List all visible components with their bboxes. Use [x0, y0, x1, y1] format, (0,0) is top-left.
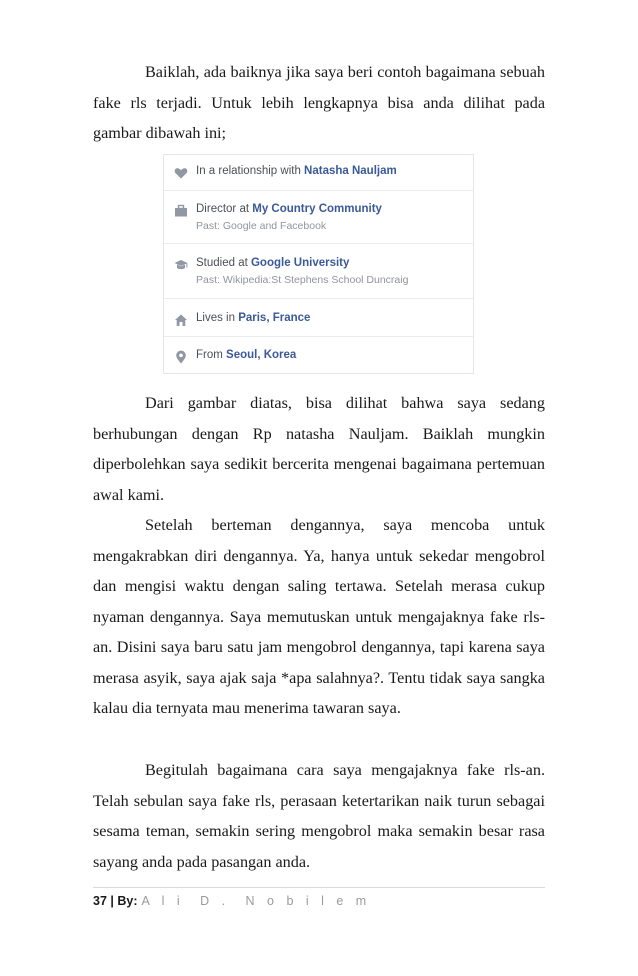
card-divider: [164, 190, 473, 191]
card-divider: [164, 298, 473, 299]
footer-divider: [93, 887, 545, 888]
from-prefix: From: [196, 349, 227, 361]
heart-icon: [174, 166, 188, 180]
paragraph-4: Begitulah bagaimana cara saya mengajaknya fake rls-an. Telah sebulan saya fake rls, perasaan ketertarikan naik turun sebagai sesama teman, semakin sering mengobrol maka semakin besar rasa sayang anda pada pasangan anda.: [93, 761, 545, 871]
card-divider: [164, 243, 473, 244]
lives-prefix: Lives in: [196, 312, 239, 324]
relationship-text: [196, 165, 397, 177]
work-prefix: Director at: [196, 203, 253, 215]
location-pin-icon: [174, 350, 188, 364]
page-footer: [93, 894, 371, 908]
lives-city-link[interactable]: Paris, France: [238, 312, 311, 324]
relationship-partner-link[interactable]: Natasha Nauljam: [304, 165, 397, 177]
education-past-text: Past: Wikipedia:St Stephens School Duncraig: [196, 274, 409, 286]
education-prefix: Studied at: [196, 257, 251, 269]
paragraph-2: Dari gambar diatas, bisa dilihat bahwa saya sedang berhubungan dengan Rp natasha Nauljam. Baiklah mungkin diperbolehkan saya sedikit bercerita mengenai bagaimana pertemuan awal kami.: [93, 394, 545, 504]
work-past-text: Past: Google and Facebook: [196, 220, 327, 232]
footer-author: A l i D . N o b i l e m: [141, 894, 371, 908]
home-icon: [174, 313, 188, 327]
page-number: 37: [93, 894, 107, 908]
work-text: [196, 203, 382, 215]
briefcase-icon: [174, 204, 188, 218]
paragraph-intro: Baiklah, ada baiknya jika saya beri contoh bagaimana sebuah fake rls terjadi. Untuk lebih lengkapnya bisa anda dilihat pada gambar dibawah ini;: [93, 63, 545, 142]
paragraph-3: Setelah berteman dengannya, saya mencoba untuk mengakrabkan diri dengannya. Ya, hanya untuk sekedar mengobrol dan mengisi waktu dengan saling tertawa. Setelah merasa cukup nyaman dengannya. Saya memutuskan untuk mengajaknya fake rls-an. Disini saya baru satu jam mengobrol dengannya, tapi karena saya merasa asyik, saya ajak saja *apa salahnya?. Tentu tidak saya sangka kalau dia ternyata mau menerima tawaran saya.: [93, 516, 545, 717]
card-divider: [164, 336, 473, 337]
graduation-cap-icon: [174, 258, 188, 272]
footer-separator: |: [106, 894, 118, 908]
footer-by-label: By:: [117, 894, 138, 908]
hometown-link[interactable]: Seoul, Korea: [226, 349, 297, 361]
from-text: [196, 349, 296, 361]
education-text: [196, 257, 349, 269]
relationship-prefix: In a relationship with: [196, 165, 305, 177]
lives-text: [196, 312, 310, 324]
work-employer-link[interactable]: My Country Community: [252, 203, 382, 215]
education-school-link[interactable]: Google University: [250, 257, 350, 269]
facebook-profile-card: [163, 154, 474, 374]
